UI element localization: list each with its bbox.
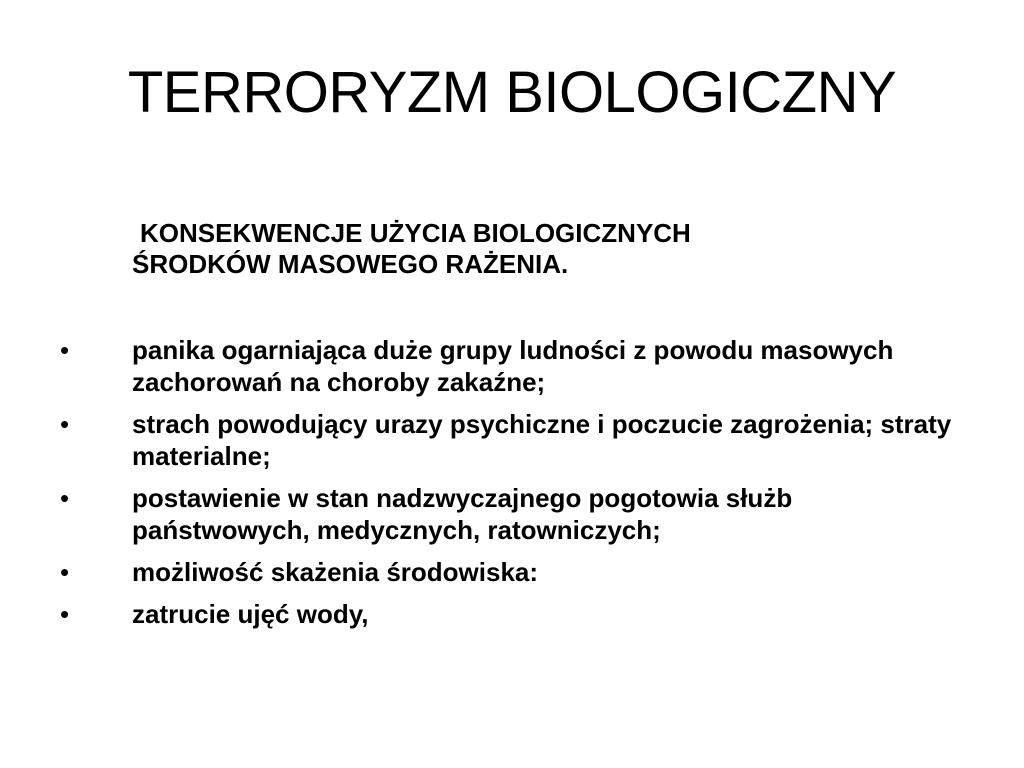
bullet-item [0, 408, 1024, 472]
bullet-item [0, 598, 1024, 630]
subtitle-line-2: ŚRODKÓW MASOWEGO RAŻENIA. [132, 249, 569, 279]
bullet-item [0, 482, 1024, 546]
slide-title: TERRORYZM BIOLOGICZNY [127, 60, 897, 125]
bullet-text: strach powodujący urazy psychiczne i poczucie zagrożenia; straty materialne; [132, 409, 952, 471]
bullet-icon: • [60, 335, 70, 365]
bullet-list [0, 334, 1024, 640]
slide-subtitle [132, 218, 952, 280]
bullet-icon: • [60, 483, 70, 513]
bullet-text: panika ogarniająca duże grupy ludności z powodu masowych zachorowań na choroby zakaźne; [132, 335, 894, 397]
bullet-icon: • [60, 599, 70, 629]
subtitle-line-1: KONSEKWENCJE UŻYCIA BIOLOGICZNYCH [140, 218, 691, 248]
bullet-text: możliwość skażenia środowiska: [132, 557, 539, 587]
bullet-item [0, 334, 1024, 398]
bullet-text: postawienie w stan nadzwyczajnego pogotowia służb państwowych, medycznych, ratowniczych; [132, 483, 793, 545]
bullet-icon: • [60, 557, 70, 587]
bullet-item [0, 556, 1024, 588]
bullet-icon: • [60, 409, 70, 439]
bullet-text: zatrucie ujęć wody, [132, 599, 369, 629]
